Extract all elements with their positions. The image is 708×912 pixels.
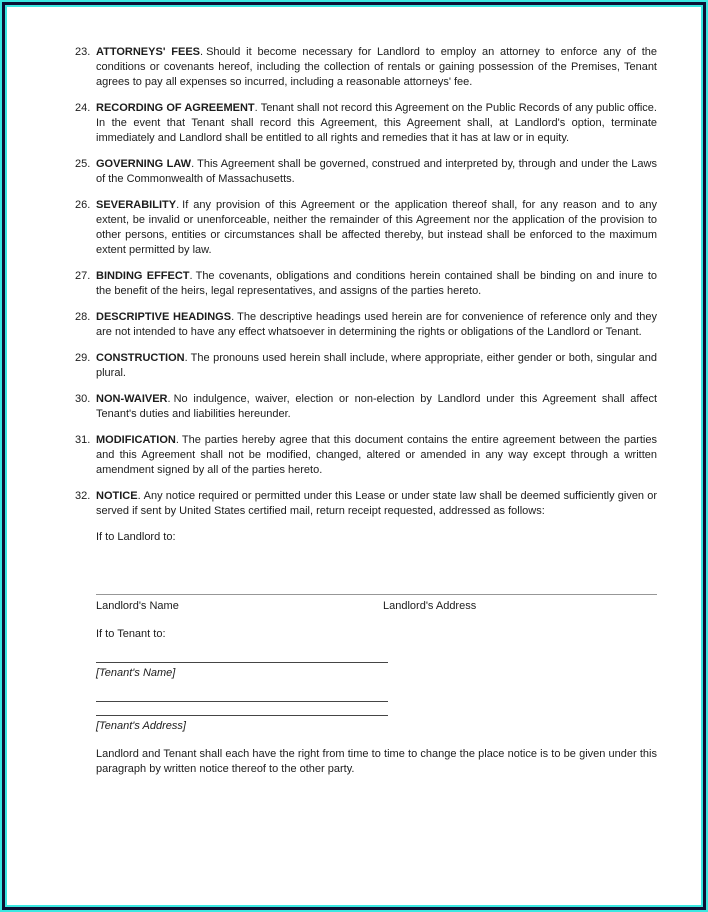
tenant-name-writein-line[interactable] [96,662,388,663]
clause-heading: NOTICE [96,490,138,502]
clause-separator: . [167,393,171,405]
clause-item [75,101,657,146]
clause-body: This Agreement shall be governed, construed and interpreted by, through and under the Laws of the Commonwealth of Massachusetts. [96,158,657,185]
clause-separator: . [191,158,195,170]
clause-text [96,157,657,187]
document-page [7,7,701,905]
clause-body: Tenant shall not record this Agreement on the Public Records of any public office. In the event that Tenant shall record this Agreement, this Agreement shall, at Landlord's option, terminate immediately and Landlord shall be entitled to all rights and remedies that it has at law or in equity. [96,102,657,144]
clause-heading: ATTORNEYS' FEES [96,46,200,58]
clause-item [75,433,657,478]
clause-body: The pronouns used herein shall include, where appropriate, either gender or both, singular and plural. [96,352,657,379]
tenant-address-writein-line-1[interactable] [96,701,388,702]
clause-separator: . [231,311,235,323]
landlord-name-label: Landlord's Name [96,600,179,612]
clause-body: The parties hereby agree that this document contains the entire agreement between the parties and this Agreement shall not be modified, changed, altered or amended in any way except through a written amendment signed by all of the parties hereto. [96,434,657,476]
clause-separator: . [175,434,179,446]
clause-heading: RECORDING OF AGREEMENT [96,102,255,114]
clause-number: 31. [75,434,91,446]
notice-section [96,530,657,777]
clause-item [75,310,657,340]
clause-separator: . [200,46,204,58]
clause-item [75,489,657,519]
clause-item [75,198,657,258]
clause-number: 32. [75,490,91,502]
clause-separator: . [254,102,258,114]
clause-body: The covenants, obligations and conditions herein contained shall be binding on and inure to the benefit of the heirs, legal representatives, and assigns of the parties hereto. [96,270,657,297]
clause-heading: GOVERNING LAW [96,158,192,170]
clause-separator: . [184,352,188,364]
clause-body: If any provision of this Agreement or the application thereof shall, for any reason and to any extent, be invalid or unenforceable, neither the remainder of this Agreement nor the application of the provision to other persons, entities or circumstances shall be affected thereby, but instead shall be enforced to the maximum extent permitted by law. [96,199,657,256]
clause-number: 27. [75,270,91,282]
clause-item [75,269,657,299]
clause-number: 30. [75,393,91,405]
clause-number: 24. [75,102,91,114]
clause-text [96,101,657,146]
notice-closing-paragraph: Landlord and Tenant shall each have the right from time to time to change the place notice is to be given under this paragraph by written notice thereof to the other party. [96,748,657,775]
clause-heading: BINDING EFFECT [96,270,190,282]
tenant-name-placeholder: [Tenant's Name] [96,667,176,679]
landlord-address-label: Landlord's Address [383,600,477,612]
clause-text [96,269,657,299]
clause-number: 28. [75,311,91,323]
tenant-address-writein-line-2[interactable] [96,715,388,716]
landlord-writein-space[interactable] [96,556,657,594]
landlord-notice-intro: If to Landlord to: [96,531,176,543]
landlord-labels-row [96,599,657,614]
tenant-notice-intro: If to Tenant to: [96,628,166,640]
clause-text [96,392,657,422]
clause-heading: SEVERABILITY [96,199,177,211]
clause-separator: . [189,270,193,282]
clause-number: 29. [75,352,91,364]
clause-list [75,45,657,519]
clause-body: Any notice required or permitted under this Lease or under state law shall be deemed sufficiently given or served if sent by United States certified mail, return receipt requested, addressed as follows: [96,490,657,517]
clause-body: No indulgence, waiver, election or non-election by Landlord under this Agreement shall affect Tenant's duties and liabilities hereunder. [96,393,657,420]
clause-text [96,45,657,90]
clause-heading: NON-WAIVER [96,393,168,405]
clause-item [75,392,657,422]
clause-text [96,310,657,340]
clause-heading: MODIFICATION [96,434,176,446]
clause-item [75,351,657,381]
clause-separator: . [176,199,180,211]
clause-text [96,433,657,478]
clause-heading: DESCRIPTIVE HEADINGS [96,311,232,323]
clause-text [96,489,657,519]
decorative-frame-inner [2,2,706,910]
clause-body: Should it become necessary for Landlord to employ an attorney to enforce any of the conditions or covenants hereof, including the collection of rentals or gaining possession of the Premises, Tenant agrees to pay all expenses so incurred, including a reasonable attorneys' fee. [96,46,657,88]
tenant-address-placeholder: [Tenant's Address] [96,720,186,732]
clause-body: The descriptive headings used herein are for convenience of reference only and they are not intended to have any effect whatsoever in determining the rights or obligations of the Landlord or Tenant. [96,311,657,338]
clause-heading: CONSTRUCTION [96,352,185,364]
clause-item [75,157,657,187]
clause-separator: . [137,490,141,502]
clause-item [75,45,657,90]
lease-agreement-body [75,45,657,777]
clause-number: 23. [75,46,91,58]
clause-number: 25. [75,158,91,170]
landlord-writein-line[interactable] [96,594,657,595]
clause-text [96,351,657,381]
clause-number: 26. [75,199,91,211]
clause-text [96,198,657,258]
